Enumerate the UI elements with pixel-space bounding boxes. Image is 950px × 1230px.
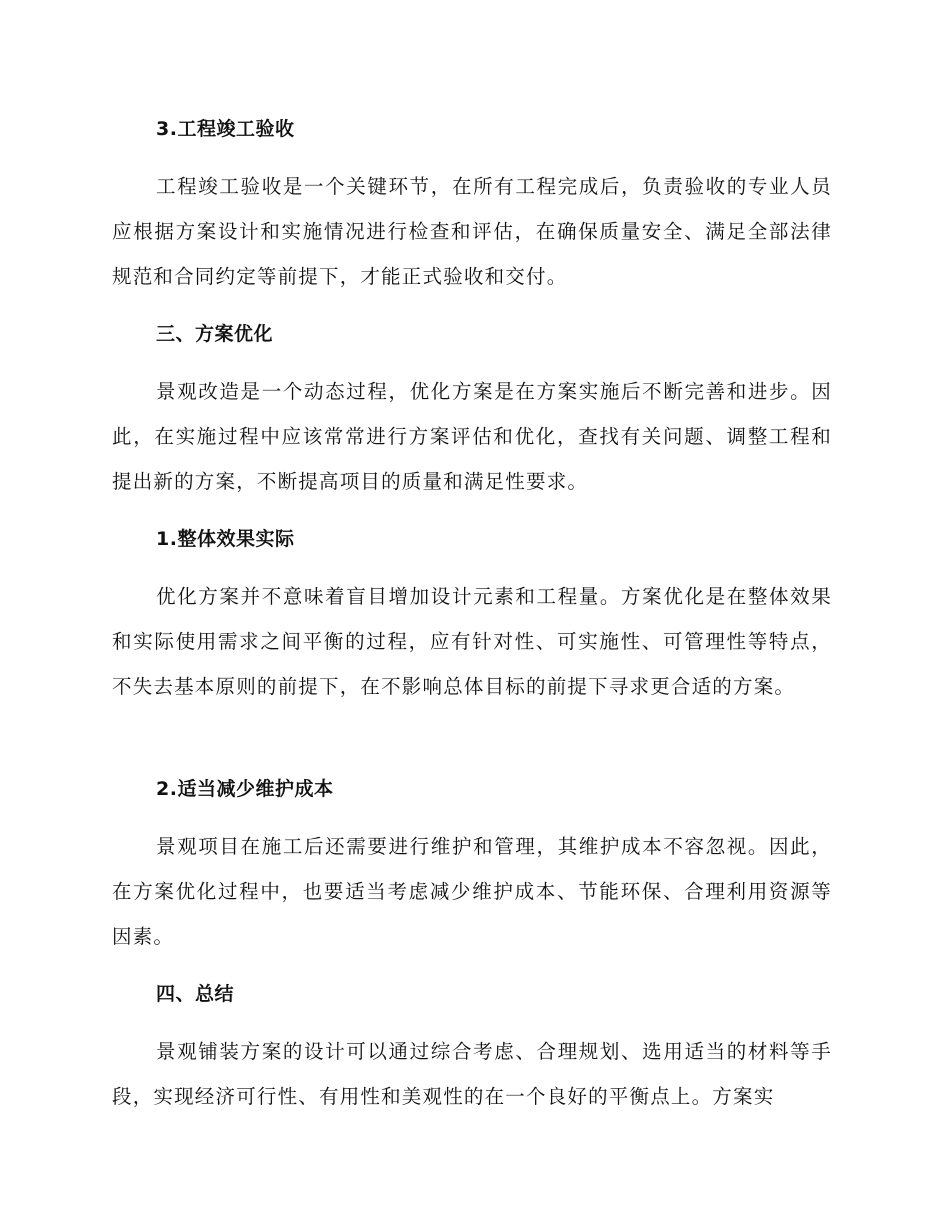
section-heading-optimization: 三、方案优化 <box>156 323 274 345</box>
section-heading-overall-effect: 1.整体效果实际 <box>156 528 295 550</box>
section-heading-maintenance-cost: 2.适当减少维护成本 <box>156 778 334 800</box>
section-heading-summary: 四、总结 <box>156 983 235 1005</box>
section-paragraph-optimization: 景观改造是一个动态过程，优化方案是在方案实施后不断完善和进步。因此，在实施过程中应该常常进行方案评估和优化，查找有关问题、调整工程和提出新的方案，不断提高项目的质量和满足性要求。 <box>112 380 832 493</box>
section-paragraph-maintenance-cost: 景观项目在施工后还需要进行维护和管理，其维护成本不容忽视。因此，在方案优化过程中，也要适当考虑减少维护成本、节能环保、合理利用资源等因素。 <box>112 835 832 948</box>
section-paragraph-summary: 景观铺装方案的设计可以通过综合考虑、合理规划、选用适当的材料等手段，实现经济可行性、有用性和美观性的在一个良好的平衡点上。方案实 <box>112 1040 832 1108</box>
section-heading-acceptance: 3.工程竣工验收 <box>156 118 295 140</box>
section-paragraph-acceptance: 工程竣工验收是一个关键环节，在所有工程完成后，负责验收的专业人员应根据方案设计和实施情况进行检查和评估，在确保质量安全、满足全部法律规范和合同约定等前提下，才能正式验收和交付。 <box>112 175 832 288</box>
section-paragraph-overall-effect: 优化方案并不意味着盲目增加设计元素和工程量。方案优化是在整体效果和实际使用需求之间平衡的过程，应有针对性、可实施性、可管理性等特点，不失去基本原则的前提下，在不影响总体目标的前提下寻求更合适的方案。 <box>112 585 832 698</box>
